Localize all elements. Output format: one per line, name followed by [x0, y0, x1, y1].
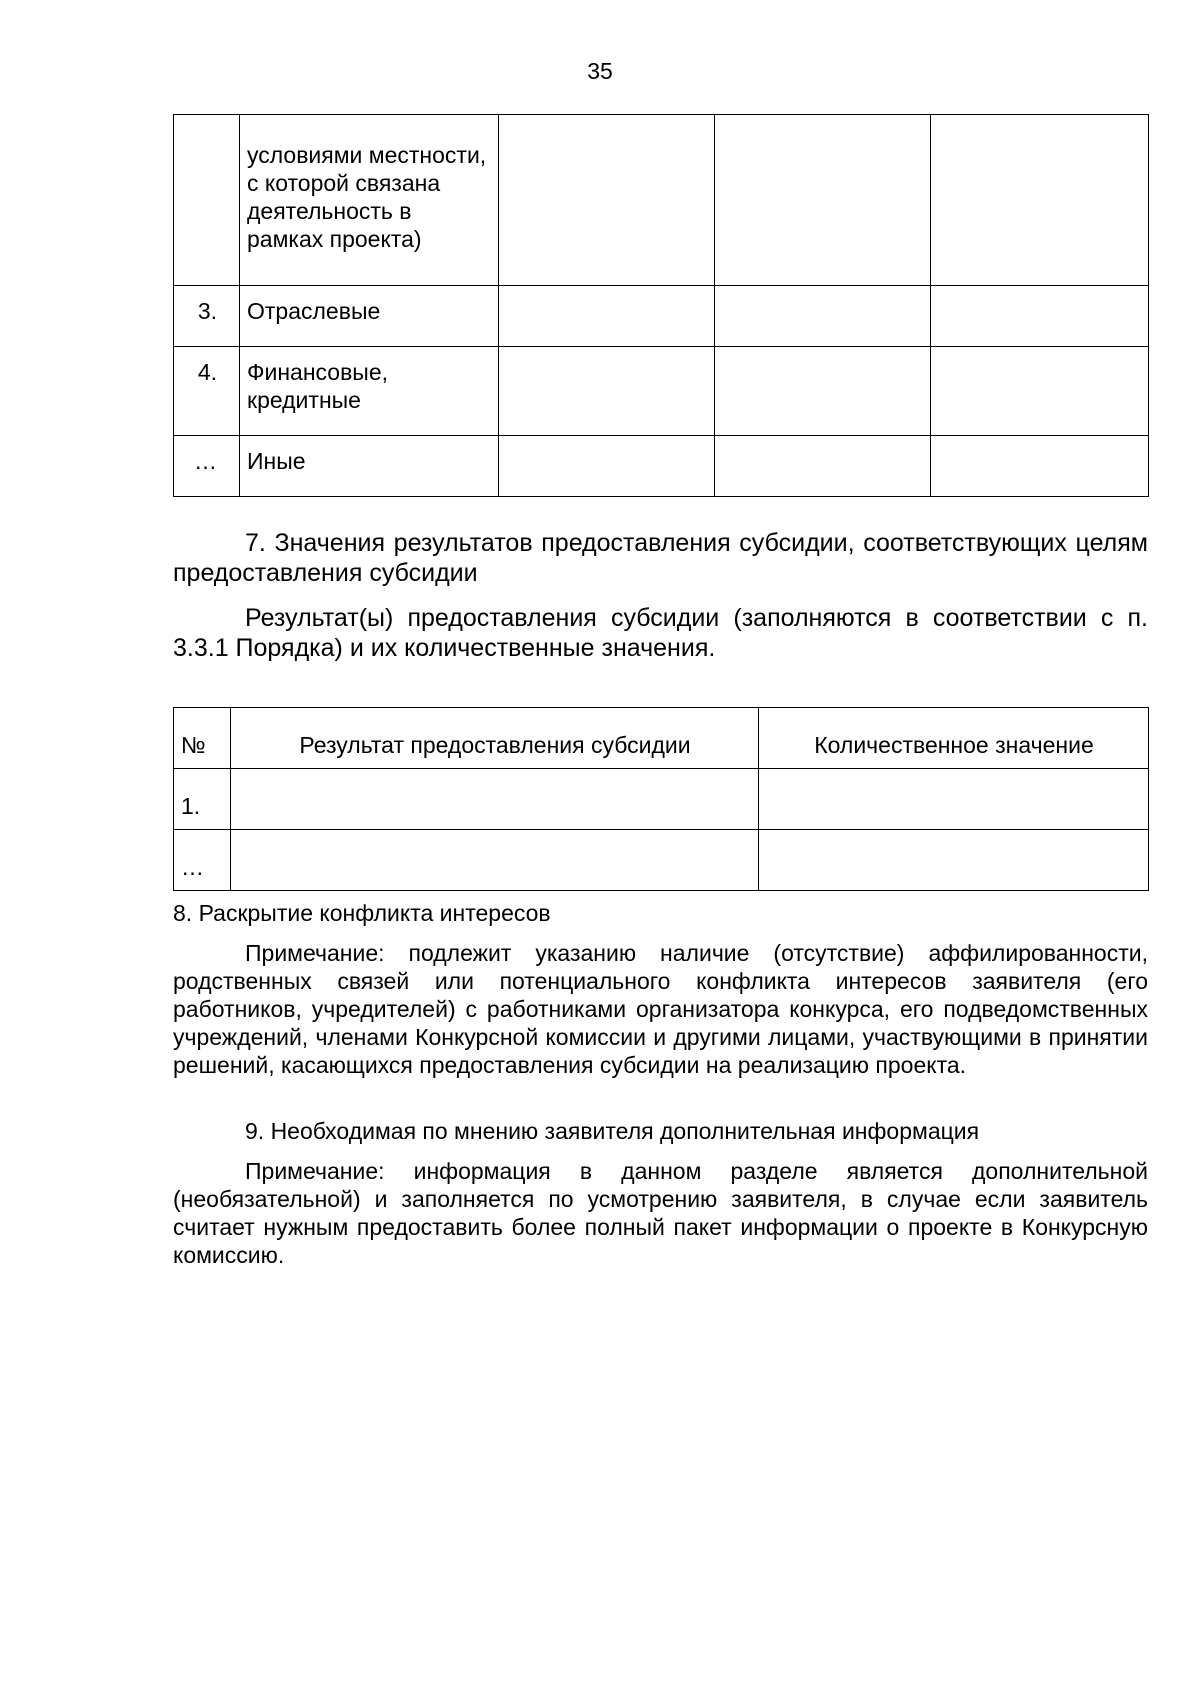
empty-cell: [715, 115, 931, 286]
empty-cell: [931, 436, 1149, 497]
empty-cell: [231, 769, 759, 830]
table-row: [174, 769, 1149, 830]
section-9-heading: 9. Необходимая по мнению заявителя дополнительная информация: [245, 1118, 980, 1144]
column-header-number: №: [174, 708, 231, 769]
row-number: …: [174, 436, 240, 497]
empty-cell: [759, 769, 1149, 830]
results-table: [173, 707, 1149, 891]
row-number: 1.: [174, 769, 231, 830]
empty-cell: [715, 347, 931, 436]
risk-type: Отраслевые: [240, 286, 499, 347]
empty-cell: [499, 436, 715, 497]
table-header-row: [174, 708, 1149, 769]
risk-type: условиями местности, с которой связана деятельность в рамках проекта): [240, 115, 499, 286]
risk-type: Финансовые, кредитные: [240, 347, 499, 436]
row-number: [174, 115, 240, 286]
section-9-note: Примечание: информация в данном разделе является дополнительной (необязательной) и заполняется по усмотрению заявителя, в случае если заявитель считает нужным предоставить более полный пакет информации о проекте в Конкурсную комиссию.: [173, 1158, 1148, 1268]
empty-cell: [231, 830, 759, 891]
table-row: [174, 347, 1149, 436]
empty-cell: [931, 347, 1149, 436]
empty-cell: [715, 286, 931, 347]
empty-cell: [499, 347, 715, 436]
table-row: [174, 436, 1149, 497]
empty-cell: [931, 286, 1149, 347]
section-7-paragraph: Результат(ы) предоставления субсидии (заполняются в соответствии с п. 3.3.1 Порядка) и их количественные значения.: [173, 604, 1148, 662]
risk-type: Иные: [240, 436, 499, 497]
empty-cell: [931, 115, 1149, 286]
section-7-heading: 7. Значения результатов предоставления субсидии, соответствующих целям предоставления субсидии: [173, 529, 1148, 587]
empty-cell: [759, 830, 1149, 891]
table-row: [174, 115, 1149, 286]
section-8-note: Примечание: подлежит указанию наличие (отсутствие) аффилированности, родственных связей или потенциального конфликта интересов заявителя (его работников, учредителей) с работниками организатора конкурса, его подведомственных учреждений, членами Конкурсной комиссии и другими лицами, участвующими в принятии решений, касающихся предоставления субсидии на реализацию проекта.: [173, 940, 1148, 1078]
empty-cell: [715, 436, 931, 497]
column-header-value: Количественное значение: [759, 708, 1149, 769]
empty-cell: [499, 286, 715, 347]
row-number: 3.: [174, 286, 240, 347]
page-number: 35: [587, 58, 613, 84]
risk-table: [173, 114, 1149, 497]
section-8-heading: 8. Раскрытие конфликта интересов: [173, 900, 551, 926]
row-number: 4.: [174, 347, 240, 436]
row-number: …: [174, 830, 231, 891]
empty-cell: [499, 115, 715, 286]
column-header-result: Результат предоставления субсидии: [231, 708, 759, 769]
table-row: [174, 286, 1149, 347]
table-row: [174, 830, 1149, 891]
